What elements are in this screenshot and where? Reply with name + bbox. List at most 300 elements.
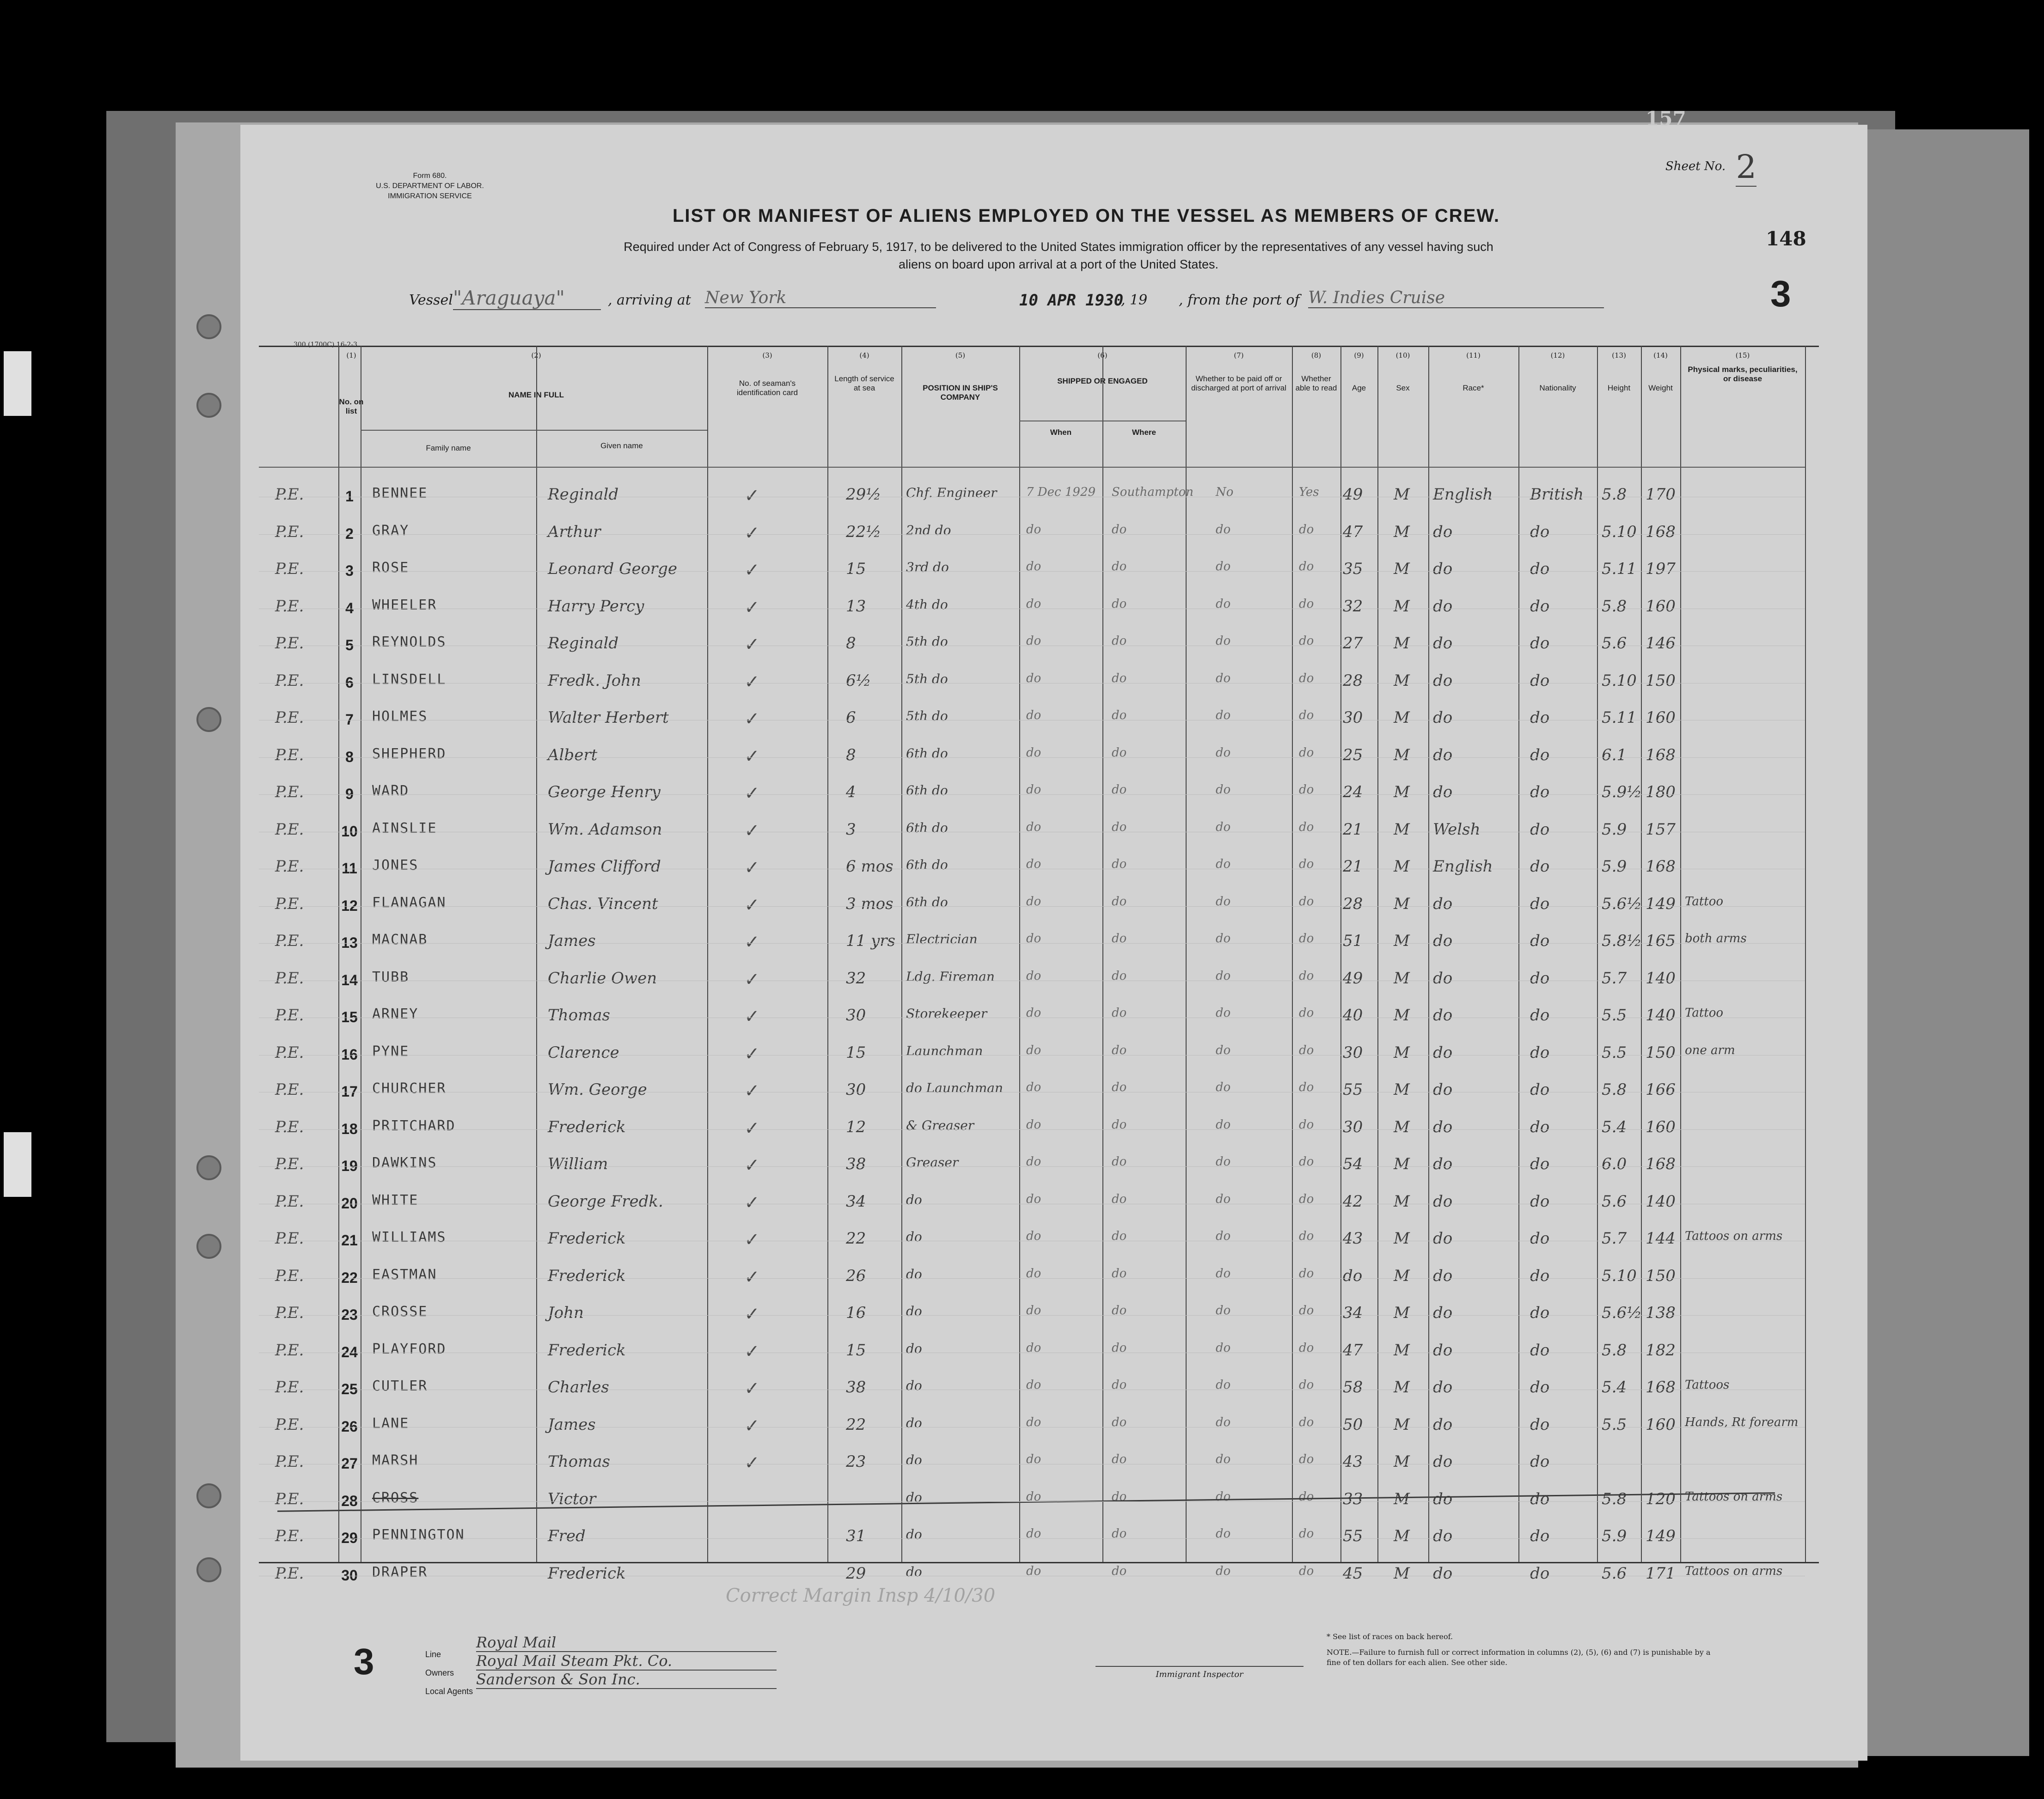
able-to-read: do	[1299, 783, 1314, 797]
race: do	[1433, 1527, 1453, 1545]
length-of-service: 22½	[846, 522, 881, 541]
row-number: 6	[345, 674, 354, 691]
row-number: 12	[341, 897, 358, 914]
family-name: GRAY	[372, 522, 410, 539]
binder-hole	[196, 707, 221, 732]
length-of-service: 6 mos	[846, 857, 893, 876]
position: do	[906, 1229, 922, 1244]
position: Ldg. Fireman	[906, 969, 995, 984]
length-of-service: 6½	[846, 671, 871, 690]
paid-off: do	[1216, 932, 1231, 945]
able-to-read: do	[1299, 1266, 1314, 1281]
row-number: 26	[341, 1418, 358, 1435]
able-to-read: do	[1299, 634, 1314, 648]
length-of-service: 22	[846, 1229, 866, 1248]
shipped-where: do	[1112, 671, 1127, 685]
family-name: AINSLIE	[372, 820, 437, 836]
age: 27	[1343, 634, 1363, 653]
nationality: do	[1530, 1341, 1550, 1360]
able-to-read: do	[1299, 1452, 1314, 1466]
age: 33	[1343, 1489, 1363, 1508]
race: do	[1433, 1564, 1453, 1583]
sex: M	[1394, 783, 1410, 801]
given-name: Leonard George	[548, 560, 678, 578]
row-prefix: P.E.	[275, 597, 304, 616]
position: 3rd do	[906, 560, 949, 575]
row-prefix: P.E.	[275, 969, 304, 988]
row-number: 15	[341, 1009, 358, 1025]
given-name: Reginald	[548, 485, 619, 504]
shipped-when: do	[1026, 1006, 1041, 1020]
col-num-2: (2)	[531, 351, 541, 360]
family-name: FLANAGAN	[372, 894, 447, 911]
age: 54	[1343, 1155, 1363, 1173]
subtitle-line-2: aliens on board upon arrival at a port of the United States.	[899, 257, 1218, 271]
age: 43	[1343, 1452, 1363, 1471]
position: Greaser	[906, 1155, 959, 1170]
given-name: Chas. Vincent	[548, 894, 658, 913]
col-no-on-list: No. on list	[339, 397, 364, 415]
family-name: CUTLER	[372, 1378, 428, 1394]
shipped-where: do	[1112, 969, 1127, 983]
shipped-where: do	[1112, 522, 1127, 537]
row-prefix: P.E.	[275, 485, 304, 504]
seaman-card-check: ✓	[744, 1341, 760, 1362]
row-prefix: P.E.	[275, 1117, 304, 1136]
height: 5.9	[1602, 820, 1627, 839]
age: 21	[1343, 857, 1363, 876]
length-of-service: 15	[846, 1341, 866, 1360]
length-of-service: 6	[846, 708, 856, 727]
weight: 170	[1646, 485, 1676, 504]
paid-off: do	[1216, 1006, 1231, 1020]
sex: M	[1394, 1266, 1410, 1285]
given-name: Frederick	[548, 1564, 626, 1583]
shipped-when: do	[1026, 1341, 1041, 1355]
row-prefix: P.E.	[275, 1006, 304, 1025]
seaman-card-check: ✓	[744, 894, 760, 916]
weight: 138	[1646, 1304, 1676, 1322]
nationality: do	[1530, 1304, 1550, 1322]
height: 5.7	[1602, 1229, 1627, 1248]
length-of-service: 4	[846, 783, 856, 801]
given-name: William	[548, 1155, 608, 1173]
height: 5.10	[1602, 671, 1637, 690]
form-code: 300 (1700C) 16-2-3	[294, 341, 357, 348]
race: do	[1433, 783, 1453, 801]
able-to-read: do	[1299, 1006, 1314, 1020]
department-name: U.S. DEPARTMENT OF LABOR.	[376, 182, 484, 190]
given-name: Walter Herbert	[548, 708, 669, 727]
physical-marks: both arms	[1685, 932, 1747, 945]
physical-marks: Tattoos on arms	[1685, 1489, 1783, 1504]
family-name: EASTMAN	[372, 1266, 437, 1283]
family-name: BENNEE	[372, 485, 428, 501]
seaman-card-check: ✓	[744, 1266, 760, 1288]
shipped-when: do	[1026, 671, 1041, 685]
table-column-rule	[827, 346, 828, 1562]
binder-hole	[196, 314, 221, 339]
physical-marks: Tattoos on arms	[1685, 1229, 1783, 1243]
paid-off: do	[1216, 969, 1231, 983]
row-number: 17	[341, 1083, 358, 1100]
nationality: do	[1530, 932, 1550, 950]
shipped-where: do	[1112, 894, 1127, 909]
owners-value: Royal Mail Steam Pkt. Co.	[476, 1652, 777, 1671]
seaman-card-check: ✓	[744, 1192, 760, 1214]
col-num-3: (3)	[762, 351, 772, 360]
agents-label: Local Agents	[425, 1687, 473, 1696]
given-name: Wm. George	[548, 1080, 647, 1099]
family-name: LANE	[372, 1415, 410, 1432]
table-top-rule	[259, 346, 1819, 347]
race: do	[1433, 597, 1453, 616]
shipped-when: do	[1026, 597, 1041, 611]
nationality: do	[1530, 745, 1550, 764]
row-number: 1	[345, 488, 354, 505]
family-name: CROSS	[372, 1489, 419, 1506]
year-label: , 19	[1121, 292, 1148, 308]
row-prefix: P.E.	[275, 1415, 304, 1434]
col-num-1: (1)	[346, 351, 356, 360]
given-name: Wm. Adamson	[548, 820, 662, 839]
row-number: 4	[345, 599, 354, 616]
seaman-card-check: ✓	[744, 783, 760, 804]
height: 5.5	[1602, 1006, 1627, 1025]
col-num-10: (10)	[1395, 351, 1410, 360]
binder-hole	[196, 393, 221, 418]
row-prefix: P.E.	[275, 932, 304, 950]
table-column-rule	[1292, 346, 1293, 1562]
race: do	[1433, 1192, 1453, 1211]
weight: 120	[1646, 1489, 1676, 1508]
seaman-card-check: ✓	[744, 932, 760, 953]
col-num-6: (6)	[1097, 351, 1108, 360]
paid-off: do	[1216, 597, 1231, 611]
given-name: Victor	[548, 1489, 596, 1508]
weight: 168	[1646, 857, 1676, 876]
paid-off: do	[1216, 1155, 1231, 1169]
family-name: WHITE	[372, 1192, 419, 1208]
able-to-read: do	[1299, 1043, 1314, 1057]
row-number: 16	[341, 1046, 358, 1063]
seaman-card-check: ✓	[744, 1080, 760, 1102]
paid-off: do	[1216, 1452, 1231, 1466]
sex: M	[1394, 1452, 1410, 1471]
nationality: do	[1530, 560, 1550, 578]
row-number: 21	[341, 1232, 358, 1249]
shipped-when: do	[1026, 1229, 1041, 1243]
sex: M	[1394, 1564, 1410, 1583]
shipped-where: do	[1112, 1564, 1127, 1578]
able-to-read: do	[1299, 1564, 1314, 1578]
length-of-service: 30	[846, 1080, 866, 1099]
table-row-rule	[259, 1129, 1805, 1130]
age: 35	[1343, 560, 1363, 578]
position: 4th do	[906, 597, 948, 612]
able-to-read: do	[1299, 560, 1314, 573]
weight: 171	[1646, 1564, 1676, 1583]
row-prefix: P.E.	[275, 1155, 304, 1173]
height: 5.10	[1602, 522, 1637, 541]
able-to-read: do	[1299, 1304, 1314, 1317]
position: 2nd do	[906, 522, 951, 538]
seaman-card-check: ✓	[744, 1304, 760, 1325]
shipped-when: do	[1026, 1415, 1041, 1429]
seaman-card-check: ✓	[744, 1006, 760, 1027]
paid-off: do	[1216, 1489, 1231, 1504]
able-to-read: do	[1299, 1080, 1314, 1094]
paid-off: do	[1216, 671, 1231, 685]
table-row-rule	[259, 1538, 1805, 1539]
agents-value: Sanderson & Son Inc.	[476, 1671, 777, 1689]
age: 34	[1343, 1304, 1363, 1322]
race: do	[1433, 932, 1453, 950]
shipped-when: do	[1026, 1304, 1041, 1317]
family-name: PYNE	[372, 1043, 410, 1060]
paid-off: No	[1216, 485, 1234, 499]
col-num-13: (13)	[1612, 351, 1626, 360]
sex: M	[1394, 634, 1410, 653]
sex: M	[1394, 1341, 1410, 1360]
height: 5.8	[1602, 1489, 1627, 1508]
row-prefix: P.E.	[275, 634, 304, 653]
height: 5.9	[1602, 1527, 1627, 1545]
table-column-rule	[338, 346, 339, 1562]
able-to-read: do	[1299, 1192, 1314, 1206]
shipped-when: do	[1026, 522, 1041, 537]
row-number: 30	[341, 1567, 358, 1584]
able-to-read: do	[1299, 1527, 1314, 1541]
col-family-name: Family name	[426, 444, 471, 452]
height: 5.6	[1602, 1564, 1627, 1583]
table-header-rule	[259, 467, 1805, 468]
length-of-service: 29	[846, 1564, 866, 1583]
nationality: do	[1530, 969, 1550, 988]
height: 5.8	[1602, 485, 1627, 504]
given-name: George Henry	[548, 783, 661, 801]
given-name: Albert	[548, 745, 598, 764]
height: 5.9	[1602, 857, 1627, 876]
col-num-5: (5)	[955, 351, 966, 360]
weight: 168	[1646, 1155, 1676, 1173]
weight: 140	[1646, 1006, 1676, 1025]
length-of-service: 38	[846, 1155, 866, 1173]
row-prefix: P.E.	[275, 1266, 304, 1285]
weight: 168	[1646, 745, 1676, 764]
line-label: Line	[425, 1650, 441, 1659]
seaman-card-check: ✓	[744, 634, 760, 655]
shipped-when: do	[1026, 894, 1041, 909]
weight: 149	[1646, 1527, 1676, 1545]
able-to-read: do	[1299, 597, 1314, 611]
race: do	[1433, 522, 1453, 541]
length-of-service: 38	[846, 1378, 866, 1397]
given-name: Arthur	[548, 522, 601, 541]
given-name: Frederick	[548, 1117, 626, 1136]
weight: 144	[1646, 1229, 1676, 1248]
seaman-card-check: ✓	[744, 560, 760, 581]
col-sex: Sex	[1396, 384, 1410, 392]
paid-off: do	[1216, 745, 1231, 760]
row-prefix: P.E.	[275, 1341, 304, 1360]
arriving-port: New York	[705, 288, 936, 308]
col-name-in-full: NAME IN FULL	[508, 390, 564, 399]
col-num-9: (9)	[1354, 351, 1364, 360]
height: 5.6	[1602, 1192, 1627, 1211]
row-prefix: P.E.	[275, 1489, 304, 1508]
height: 5.7	[1602, 969, 1627, 988]
row-number: 9	[345, 786, 354, 802]
binder-hole	[196, 1557, 221, 1582]
race: do	[1433, 1229, 1453, 1248]
age: 58	[1343, 1378, 1363, 1397]
race: English	[1433, 485, 1493, 504]
age: 25	[1343, 745, 1363, 764]
row-prefix: P.E.	[275, 1080, 304, 1099]
family-name: PLAYFORD	[372, 1341, 447, 1357]
seaman-card-check: ✓	[744, 1155, 760, 1176]
seaman-card-check: ✓	[744, 1229, 760, 1250]
paid-off: do	[1216, 1229, 1231, 1243]
film-edge-mark	[4, 351, 31, 416]
shipped-when: do	[1026, 1266, 1041, 1281]
position: do	[906, 1378, 922, 1393]
position: 6th do	[906, 783, 948, 798]
nationality: do	[1530, 1192, 1550, 1211]
shipped-where: do	[1112, 932, 1127, 945]
given-name: Frederick	[548, 1266, 626, 1285]
family-name: MARSH	[372, 1452, 419, 1469]
shipped-where: do	[1112, 1229, 1127, 1243]
sex: M	[1394, 1080, 1410, 1099]
sex: M	[1394, 1415, 1410, 1434]
table-column-rule	[1805, 346, 1806, 1562]
table-row-rule	[259, 943, 1805, 944]
length-of-service: 3	[846, 820, 856, 839]
family-name: WHEELER	[372, 597, 437, 613]
length-of-service: 16	[846, 1304, 866, 1322]
age: 51	[1343, 932, 1363, 950]
family-name: PENNINGTON	[372, 1527, 465, 1543]
physical-marks: Tattoos on arms	[1685, 1564, 1783, 1578]
given-name: Thomas	[548, 1452, 611, 1471]
seaman-card-check: ✓	[744, 485, 760, 506]
col-race: Race*	[1463, 384, 1484, 392]
table-row-rule	[259, 906, 1805, 907]
binder-hole	[196, 1234, 221, 1259]
paid-off: do	[1216, 1192, 1231, 1206]
seaman-card-check: ✓	[744, 857, 760, 878]
family-name: DRAPER	[372, 1564, 428, 1580]
shipped-where: do	[1112, 1489, 1127, 1504]
row-prefix: P.E.	[275, 1564, 304, 1583]
row-number: 22	[341, 1269, 358, 1286]
position: Launchman	[906, 1043, 983, 1059]
able-to-read: do	[1299, 1341, 1314, 1355]
age: 30	[1343, 708, 1363, 727]
age: 45	[1343, 1564, 1363, 1583]
position: do	[906, 1527, 922, 1542]
race: do	[1433, 1155, 1453, 1173]
nationality: do	[1530, 1266, 1550, 1285]
height: 5.9½	[1602, 783, 1642, 801]
shipped-where: do	[1112, 1341, 1127, 1355]
age: 28	[1343, 671, 1363, 690]
length-of-service: 8	[846, 634, 856, 653]
shipped-when: do	[1026, 1564, 1041, 1578]
table-row-rule	[259, 1501, 1805, 1502]
table-column-rule	[1641, 346, 1642, 1562]
col-length-service: Length of service at sea	[834, 374, 894, 392]
nationality: do	[1530, 1155, 1550, 1173]
seaman-card-check: ✓	[744, 1378, 760, 1399]
position: do	[906, 1489, 922, 1505]
length-of-service: 13	[846, 597, 866, 616]
age: 55	[1343, 1527, 1363, 1545]
age: 50	[1343, 1415, 1363, 1434]
position: do	[906, 1452, 922, 1468]
race: do	[1433, 1006, 1453, 1025]
shipped-where: do	[1112, 1415, 1127, 1429]
weight: 157	[1646, 820, 1676, 839]
owners-label: Owners	[425, 1668, 454, 1677]
height: 5.11	[1602, 708, 1637, 727]
table-column-rule	[707, 346, 708, 1562]
paid-off: do	[1216, 560, 1231, 573]
races-note: * See list of races on back hereof.	[1327, 1632, 1453, 1641]
seaman-card-check: ✓	[744, 522, 760, 544]
page-number-157: 157	[1646, 107, 1686, 130]
race: do	[1433, 671, 1453, 690]
length-of-service: 30	[846, 1006, 866, 1025]
shipped-where: do	[1112, 1006, 1127, 1020]
race: do	[1433, 1080, 1453, 1099]
seaman-card-check: ✓	[744, 671, 760, 693]
from-port-label: , from the port of	[1179, 292, 1300, 308]
height: 6.1	[1602, 745, 1627, 764]
race: do	[1433, 560, 1453, 578]
weight: 150	[1646, 1266, 1676, 1285]
paid-off: do	[1216, 522, 1231, 537]
height: 5.6½	[1602, 1304, 1642, 1322]
able-to-read: do	[1299, 522, 1314, 537]
inspector-signature-line: Immigrant Inspector	[1095, 1666, 1304, 1679]
age: 24	[1343, 783, 1363, 801]
length-of-service: 11 yrs	[846, 932, 895, 950]
table-row-rule	[259, 757, 1805, 758]
able-to-read: do	[1299, 932, 1314, 945]
family-name: JONES	[372, 857, 419, 873]
age: 40	[1343, 1006, 1363, 1025]
sex: M	[1394, 597, 1410, 616]
nationality: do	[1530, 1415, 1550, 1434]
able-to-read: do	[1299, 894, 1314, 909]
length-of-service: 29½	[846, 485, 881, 504]
inspector-annotation: Correct Margin Insp 4/10/30	[726, 1585, 996, 1606]
sex: M	[1394, 857, 1410, 876]
shipped-where: do	[1112, 783, 1127, 797]
length-of-service: 23	[846, 1452, 866, 1471]
position: Storekeeper	[906, 1006, 987, 1021]
row-prefix: P.E.	[275, 1229, 304, 1248]
row-prefix: P.E.	[275, 522, 304, 541]
row-number: 18	[341, 1120, 358, 1137]
weight: 160	[1646, 597, 1676, 616]
weight: 146	[1646, 634, 1676, 653]
row-prefix: P.E.	[275, 1378, 304, 1397]
paid-off: do	[1216, 1304, 1231, 1317]
